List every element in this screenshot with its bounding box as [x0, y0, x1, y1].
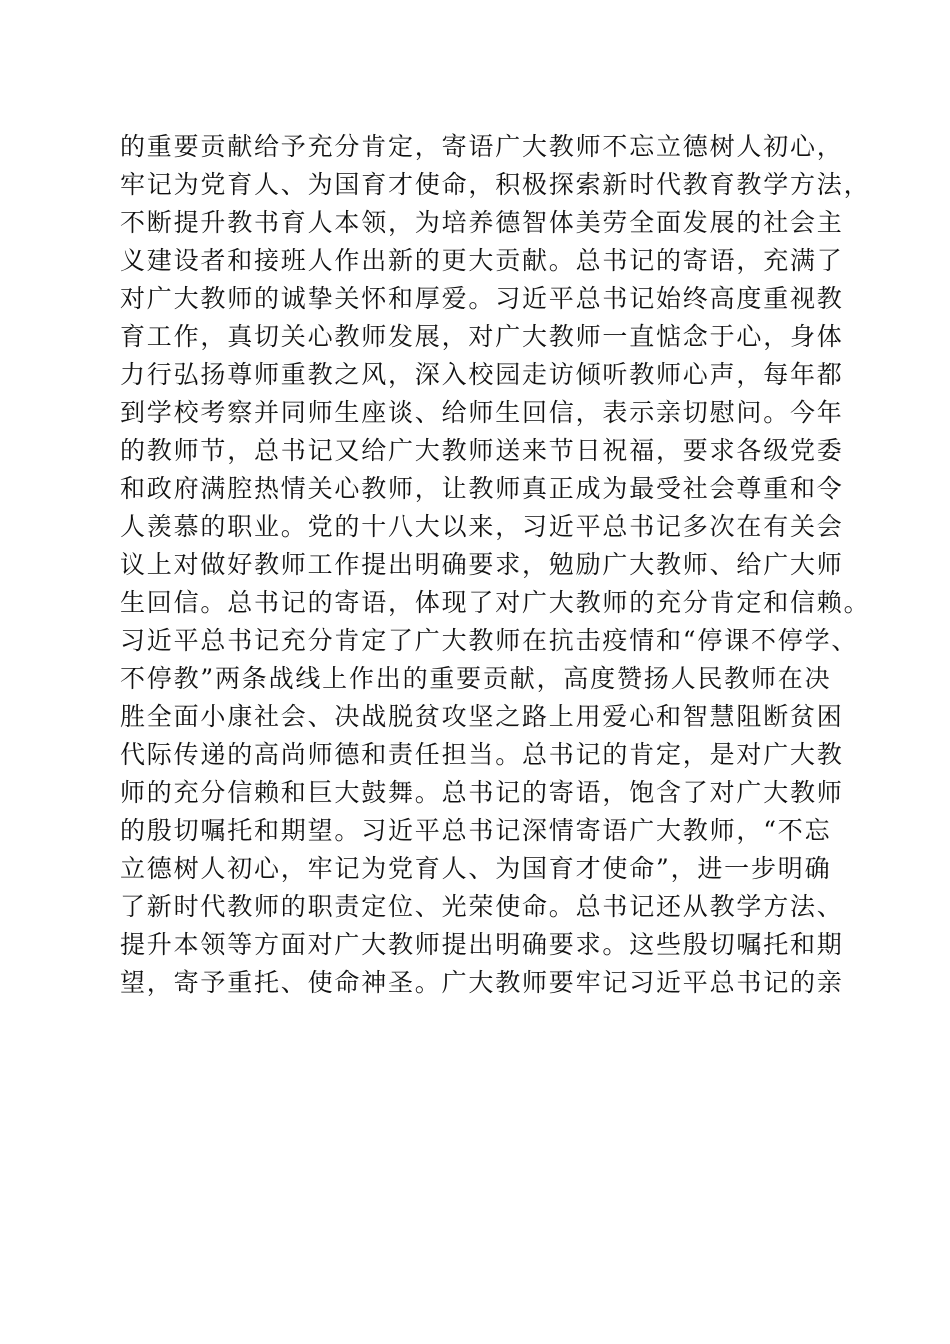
text-line: 人羡慕的职业。党的十八大以来，习近平总书记多次在有关会	[120, 512, 844, 541]
text-line: 议上对做好教师工作提出明确要求，勉励广大教师、给广大师	[120, 550, 844, 579]
text-line: 不断提升教书育人本领，为培养德智体美劳全面发展的社会主	[120, 208, 844, 237]
text-line: 义建设者和接班人作出新的更大贡献。总书记的寄语，充满了	[120, 246, 844, 275]
text-line: 提升本领等方面对广大教师提出明确要求。这些殷切嘱托和期	[120, 930, 844, 959]
text-line: 的重要贡献给予充分肯定，寄语广大教师不忘立德树人初心，	[120, 132, 844, 161]
text-line: 胜全面小康社会、决战脱贫攻坚之路上用爱心和智慧阻断贫困	[120, 702, 844, 731]
text-line: 不停教”两条战线上作出的重要贡献，高度赞扬人民教师在决	[120, 664, 832, 693]
text-line: 习近平总书记充分肯定了广大教师在抗击疫情和“停课不停学、	[120, 626, 859, 655]
text-line: 的教师节，总书记又给广大教师送来节日祝福，要求各级党委	[120, 436, 844, 465]
text-line: 立德树人初心，牢记为党育人、为国育才使命”，进一步明确	[120, 854, 832, 883]
text-line: 和政府满腔热情关心教师，让教师真正成为最受社会尊重和令	[120, 474, 844, 503]
text-line: 代际传递的高尚师德和责任担当。总书记的肯定，是对广大教	[120, 740, 844, 769]
text-line: 的殷切嘱托和期望。习近平总书记深情寄语广大教师，“不忘	[120, 816, 832, 845]
text-line: 牢记为党育人、为国育才使命，积极探索新时代教育教学方法，	[120, 170, 871, 199]
text-line: 了新时代教师的职责定位、光荣使命。总书记还从教学方法、	[120, 892, 844, 921]
text-line: 力行弘扬尊师重教之风，深入校园走访倾听教师心声，每年都	[120, 360, 844, 389]
text-line: 对广大教师的诚挚关怀和厚爱。习近平总书记始终高度重视教	[120, 284, 844, 313]
text-line: 师的充分信赖和巨大鼓舞。总书记的寄语，饱含了对广大教师	[120, 778, 844, 807]
body-text	[120, 128, 871, 1002]
text-line: 生回信。总书记的寄语，体现了对广大教师的充分肯定和信赖。	[120, 588, 871, 617]
text-line: 育工作，真切关心教师发展，对广大教师一直惦念于心，身体	[120, 322, 844, 351]
text-line: 望，寄予重托、使命神圣。广大教师要牢记习近平总书记的亲	[120, 968, 844, 997]
text-line: 到学校考察并同师生座谈、给师生回信，表示亲切慰问。今年	[120, 398, 844, 427]
